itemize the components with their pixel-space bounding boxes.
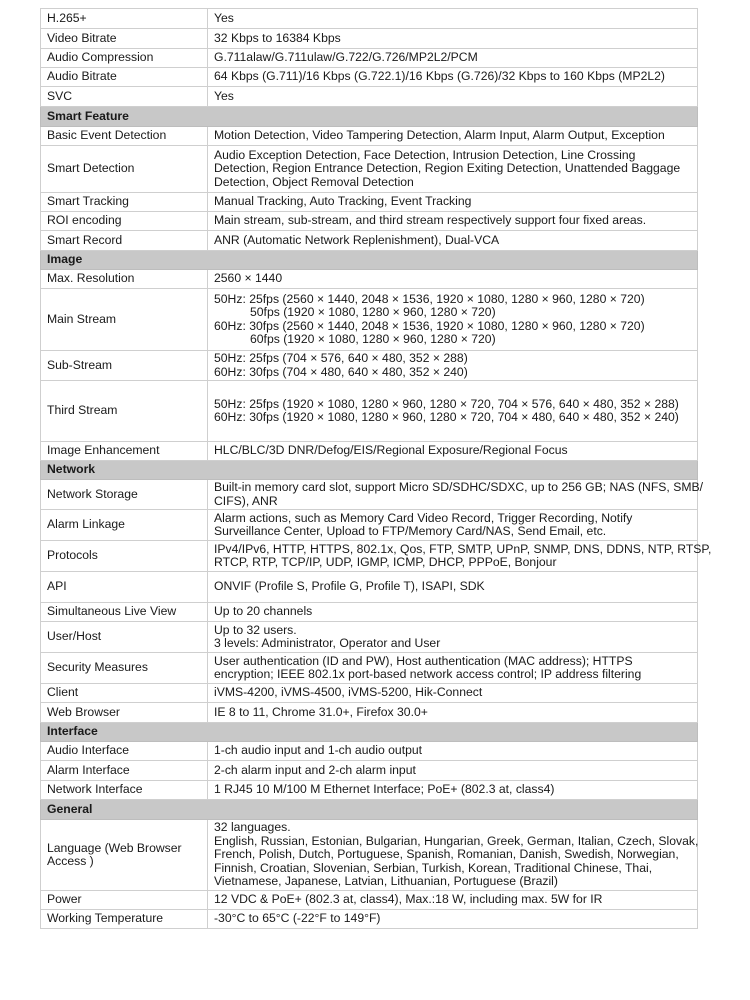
spec-value-line: 32 Kbps to 16384 Kbps <box>214 30 341 45</box>
spec-row <box>41 270 698 289</box>
spec-value <box>208 703 698 723</box>
spec-label: Smart Record <box>41 231 208 251</box>
spec-row <box>41 381 698 442</box>
spec-row <box>41 541 698 572</box>
spec-value-line: Finnish, Croatian, Slovenian, Serbian, Turkish, Korean, Traditional Chinese, Thai, <box>214 860 653 875</box>
spec-value-line: French, Polish, Dutch, Portuguese, Spanish, Romanian, Danish, Swedish, Norwegian, <box>214 847 679 862</box>
spec-label: Alarm Linkage <box>41 510 208 541</box>
spec-value-line: 50fps (1920 × 1080, 1280 × 960, 1280 × 720) <box>250 305 496 320</box>
spec-value-line: 64 Kbps (G.711)/16 Kbps (G.722.1)/16 Kbps (G.726)/32 Kbps to 160 Kbps (MP2L2) <box>214 69 665 84</box>
spec-row <box>41 653 698 684</box>
spec-label: Sub-Stream <box>41 351 208 381</box>
spec-label: User/Host <box>41 622 208 653</box>
spec-value-line: 2560 × 1440 <box>214 271 283 286</box>
spec-label: Security Measures <box>41 653 208 684</box>
spec-value-line: Detection, Object Removal Detection <box>214 174 414 189</box>
spec-value <box>208 9 698 29</box>
spec-value <box>208 820 698 891</box>
spec-value <box>208 653 698 684</box>
spec-label: Audio Compression <box>41 49 208 68</box>
spec-row <box>41 9 698 29</box>
spec-row <box>41 703 698 723</box>
spec-value <box>208 891 698 910</box>
spec-value-line: Alarm actions, such as Memory Card Video Record, Trigger Recording, Notify <box>214 510 633 525</box>
spec-value-line: 60Hz: 30fps (2560 × 1440, 2048 × 1536, 1920 × 1080, 1280 × 960, 1280 × 720) <box>214 318 645 333</box>
spec-value-line: 50Hz: 25fps (2560 × 1440, 2048 × 1536, 1920 × 1080, 1280 × 960, 1280 × 720) <box>214 291 645 306</box>
spec-row <box>41 891 698 910</box>
spec-value-line: RTCP, RTP, TCP/IP, UDP, IGMP, ICMP, DHCP, PPPoE, Bonjour <box>214 555 557 569</box>
spec-value-line: encryption; IEEE 802.1x port-based network access control; IP address filtering <box>214 667 642 681</box>
spec-value-line: 50Hz: 25fps (704 × 576, 640 × 480, 352 × 288) <box>214 351 468 366</box>
spec-value-line: ONVIF (Profile S, Profile G, Profile T), ISAPI, SDK <box>214 579 485 594</box>
spec-value <box>208 29 698 49</box>
spec-row <box>41 193 698 212</box>
section-header-row <box>41 251 698 270</box>
spec-row <box>41 49 698 68</box>
spec-value <box>208 289 698 351</box>
spec-value-line: 3 levels: Administrator, Operator and User <box>214 636 441 650</box>
spec-label: Network Storage <box>41 480 208 510</box>
spec-row <box>41 289 698 351</box>
spec-value <box>208 68 698 87</box>
spec-label: Client <box>41 684 208 703</box>
spec-row <box>41 87 698 107</box>
spec-value-line: 60Hz: 30fps (1920 × 1080, 1280 × 960, 1280 × 720, 704 × 480, 640 × 480, 352 × 240) <box>214 410 679 424</box>
spec-value <box>208 231 698 251</box>
spec-value-line: Yes <box>214 88 234 103</box>
spec-row <box>41 742 698 761</box>
spec-value-line: 1 RJ45 10 M/100 M Ethernet Interface; PoE+ (802.3 at, class4) <box>214 782 555 797</box>
spec-value <box>208 541 712 572</box>
spec-row <box>41 29 698 49</box>
spec-value-line: HLC/BLC/3D DNR/Defog/EIS/Regional Exposure/Regional Focus <box>214 443 568 458</box>
spec-value-line: G.711alaw/G.711ulaw/G.722/G.726/MP2L2/PCM <box>214 50 478 65</box>
spec-label: Language (Web Browser Access ) <box>41 820 208 891</box>
spec-label: Third Stream <box>41 381 208 442</box>
spec-value-line: User authentication (ID and PW), Host authentication (MAC address); HTTPS <box>214 653 633 668</box>
spec-row <box>41 442 698 461</box>
spec-value-line: 2-ch alarm input and 2-ch alarm input <box>214 762 416 777</box>
spec-value <box>208 622 698 653</box>
section-title: Smart Feature <box>41 107 698 127</box>
spec-value-line: IPv4/IPv6, HTTP, HTTPS, 802.1x, Qos, FTP, SMTP, UPnP, SNMP, DNS, DDNS, NTP, RTSP, <box>214 541 712 556</box>
spec-value-line: 50Hz: 25fps (1920 × 1080, 1280 × 960, 1280 × 720, 704 × 576, 640 × 480, 352 × 288) <box>214 396 679 411</box>
section-header-row <box>41 461 698 480</box>
spec-value <box>208 127 698 146</box>
section-title: Interface <box>41 723 698 742</box>
spec-value <box>208 761 698 781</box>
spec-label: ROI encoding <box>41 212 208 231</box>
spec-label: Smart Detection <box>41 146 208 193</box>
spec-value <box>208 572 698 603</box>
spec-value <box>208 910 698 929</box>
spec-row <box>41 480 698 510</box>
spec-label: Protocols <box>41 541 208 572</box>
spec-value <box>208 212 698 231</box>
spec-value <box>208 87 698 107</box>
spec-label: Working Temperature <box>41 910 208 929</box>
spec-value <box>208 49 698 68</box>
spec-value <box>208 146 698 193</box>
spec-row <box>41 603 698 622</box>
spec-label: Audio Interface <box>41 742 208 761</box>
spec-row <box>41 231 698 251</box>
spec-row <box>41 351 698 381</box>
spec-label: Video Bitrate <box>41 29 208 49</box>
spec-value-line: Built-in memory card slot, support Micro SD/SDHC/SDXC, up to 256 GB; NAS (NFS, SMB/ <box>214 480 703 495</box>
spec-value-line: Main stream, sub-stream, and third stream respectively support four fixed areas. <box>214 213 647 228</box>
spec-row <box>41 212 698 231</box>
section-title: Network <box>41 461 698 480</box>
spec-row <box>41 622 698 653</box>
section-title: Image <box>41 251 698 270</box>
spec-value-line: Motion Detection, Video Tampering Detection, Alarm Input, Alarm Output, Exception <box>214 128 665 143</box>
spec-label: Max. Resolution <box>41 270 208 289</box>
spec-value-line: 12 VDC & PoE+ (802.3 at, class4), Max.:18 W, including max. 5W for IR <box>214 892 603 907</box>
spec-label: Network Interface <box>41 781 208 800</box>
spec-row <box>41 127 698 146</box>
spec-value-line: -30°C to 65°C (-22°F to 149°F) <box>214 911 381 926</box>
spec-label: Main Stream <box>41 289 208 351</box>
spec-value-line: Up to 32 users. <box>214 622 297 637</box>
spec-value-line: IE 8 to 11, Chrome 31.0+, Firefox 30.0+ <box>214 704 428 719</box>
specification-table <box>40 8 712 929</box>
spec-label: H.265+ <box>41 9 208 29</box>
spec-label: Alarm Interface <box>41 761 208 781</box>
spec-value <box>208 193 698 212</box>
spec-value-line: Up to 20 channels <box>214 604 313 619</box>
spec-value-line: Vietnamese, Japanese, Latvian, Lithuanian, Portuguese (Brazil) <box>214 874 558 889</box>
spec-value-line: Yes <box>214 10 234 25</box>
spec-value-line: Audio Exception Detection, Face Detection, Intrusion Detection, Line Crossing <box>214 147 636 162</box>
spec-value <box>208 480 703 510</box>
spec-value <box>208 442 698 461</box>
spec-value <box>208 684 698 703</box>
spec-value-line: Surveillance Center, Upload to FTP/Memory Card/NAS, Send Email, etc. <box>214 524 607 538</box>
spec-row <box>41 761 698 781</box>
spec-value <box>208 351 698 381</box>
spec-label: Image Enhancement <box>41 442 208 461</box>
spec-value <box>208 270 698 289</box>
spec-value-line: 60Hz: 30fps (704 × 480, 640 × 480, 352 × 240) <box>214 364 468 379</box>
section-title: General <box>41 800 698 820</box>
spec-label: Web Browser <box>41 703 208 723</box>
spec-row <box>41 684 698 703</box>
spec-value-line: Manual Tracking, Auto Tracking, Event Tracking <box>214 194 472 209</box>
spec-row <box>41 510 698 541</box>
spec-value <box>208 381 698 442</box>
spec-row <box>41 68 698 87</box>
spec-value-line: Detection, Region Entrance Detection, Region Exiting Detection, Unattended Baggage <box>214 161 681 176</box>
spec-value <box>208 603 698 622</box>
spec-row <box>41 820 698 891</box>
spec-row <box>41 910 698 929</box>
section-header-row <box>41 723 698 742</box>
spec-label: Audio Bitrate <box>41 68 208 87</box>
spec-value-line: ANR (Automatic Network Replenishment), Dual-VCA <box>214 232 500 247</box>
spec-value <box>208 742 698 761</box>
spec-value-line: English, Russian, Estonian, Bulgarian, Hungarian, Greek, German, Italian, Czech, Slovak, <box>214 833 699 848</box>
spec-value-line: 32 languages. <box>214 820 291 835</box>
spec-label: SVC <box>41 87 208 107</box>
spec-row <box>41 146 698 193</box>
spec-label: API <box>41 572 208 603</box>
spec-value-line: iVMS-4200, iVMS-4500, iVMS-5200, Hik-Connect <box>214 685 483 700</box>
section-header-row <box>41 800 698 820</box>
spec-label: Smart Tracking <box>41 193 208 212</box>
spec-value <box>208 510 698 541</box>
spec-row <box>41 781 698 800</box>
spec-label: Simultaneous Live View <box>41 603 208 622</box>
spec-value-line: 1-ch audio input and 1-ch audio output <box>214 743 423 758</box>
spec-label: Power <box>41 891 208 910</box>
spec-value-line: CIFS), ANR <box>214 493 278 508</box>
section-header-row <box>41 107 698 127</box>
spec-value <box>208 781 698 800</box>
spec-label: Basic Event Detection <box>41 127 208 146</box>
spec-value-line: 60fps (1920 × 1080, 1280 × 960, 1280 × 720) <box>250 331 496 346</box>
spec-row <box>41 572 698 603</box>
